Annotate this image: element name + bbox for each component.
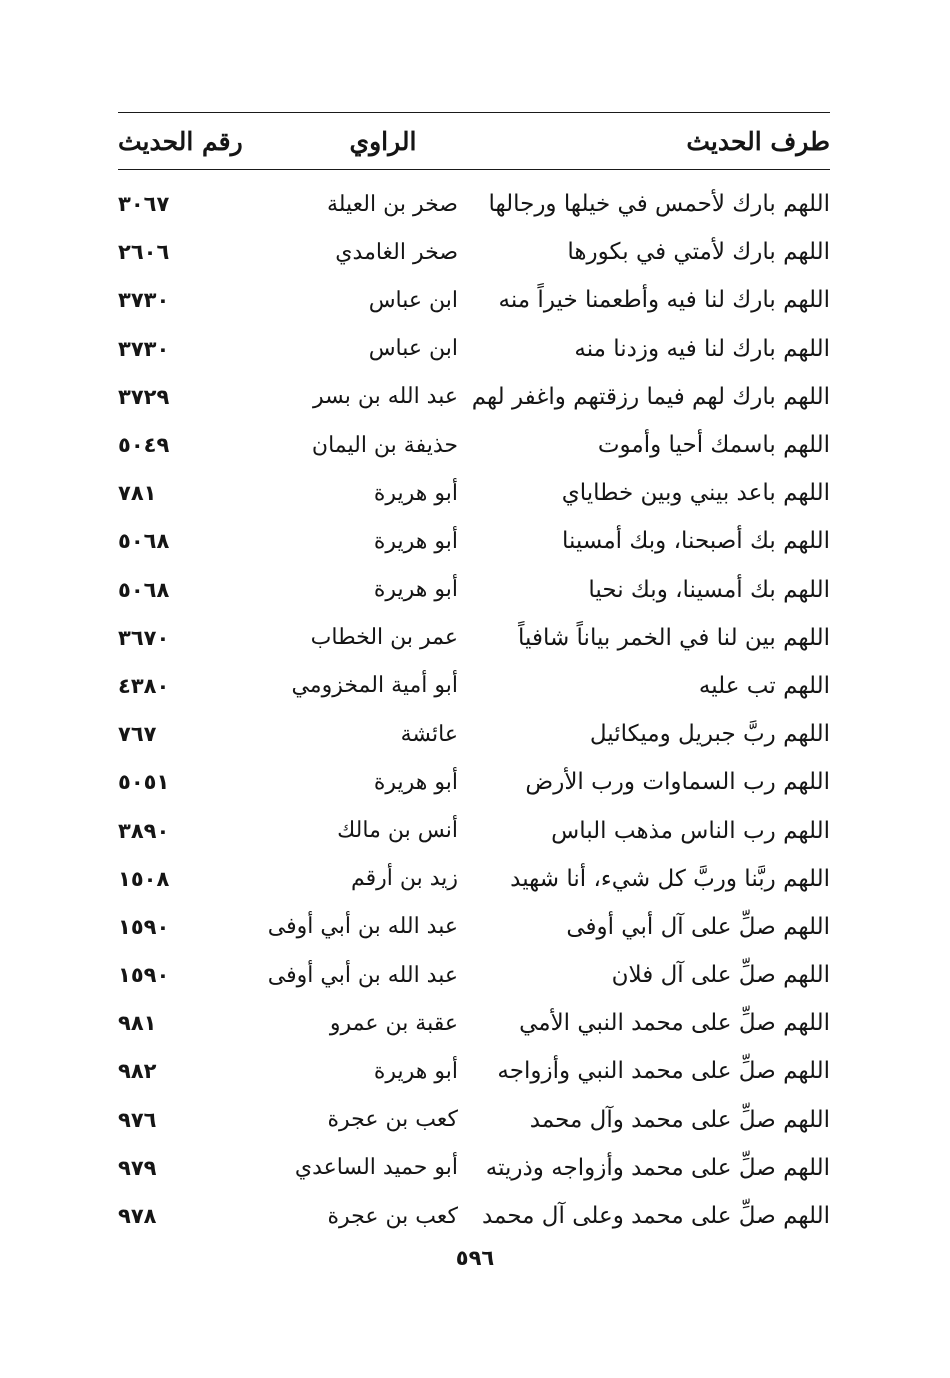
hadith-number: ٩٧٦ [118, 1107, 157, 1132]
hadith-phrase: اللهم صلِّ على آل فلان [611, 962, 830, 989]
hadith-phrase: اللهم ربَّنا وربَّ كل شيء، أنا شهيد [510, 865, 830, 892]
table-row [118, 1144, 830, 1192]
hadith-phrase: اللهم صلِّ على محمد النبي وأزواجه [497, 1058, 830, 1085]
hadith-number: ٥٠٥١ [118, 770, 170, 795]
hadith-phrase: اللهم بارك لنا فيه وزدنا منه [574, 335, 830, 362]
hadith-number: ٤٣٨٠ [118, 673, 170, 698]
table-row [118, 951, 830, 999]
hadith-number: ٧٦٧ [118, 722, 157, 747]
hadith-number: ٩٧٩ [118, 1155, 157, 1180]
hadith-number: ٣٧٢٩ [118, 384, 170, 409]
hadith-number: ٩٨١ [118, 1011, 157, 1036]
hadith-number: ١٥٩٠ [118, 963, 170, 988]
hadith-number: ٥٠٦٨ [118, 529, 170, 554]
hadith-number: ٣٧٣٠ [118, 288, 170, 313]
hadith-number: ٧٨١ [118, 481, 157, 506]
narrator: أبو هريرة [373, 528, 458, 554]
hadith-number: ٩٨٢ [118, 1059, 157, 1084]
table-row [118, 373, 830, 421]
hadith-phrase: اللهم باسمك أحيا وأموت [597, 432, 830, 459]
hadith-phrase: اللهم رب السماوات ورب الأرض [525, 769, 830, 796]
hadith-number: ٣٦٧٠ [118, 625, 170, 650]
narrator: زيد بن أرقم [350, 866, 458, 892]
narrator: أبو هريرة [373, 769, 458, 795]
hadith-phrase: اللهم ربَّ جبريل وميكائيل [589, 721, 830, 748]
hadith-phrase: اللهم بك أمسينا، وبك نحيا [588, 576, 830, 603]
table-row [118, 276, 830, 324]
hadith-number: ١٥٠٨ [118, 866, 170, 891]
table-row [118, 999, 830, 1047]
hadith-phrase: اللهم صلِّ على محمد وآل محمد [529, 1106, 830, 1133]
table-row [118, 228, 830, 276]
hadith-number: ٣٧٣٠ [118, 336, 170, 361]
table-row [118, 1047, 830, 1095]
narrator: أبو هريرة [373, 1058, 458, 1084]
hadith-number: ٥٠٦٨ [118, 577, 170, 602]
table-row [118, 662, 830, 710]
narrator: كعب بن عجرة [327, 1203, 458, 1229]
table-row [118, 517, 830, 565]
table-row [118, 325, 830, 373]
hadith-phrase: اللهم صلِّ على آل أبي أوفى [566, 913, 830, 940]
hadith-number: ٣٨٩٠ [118, 818, 170, 843]
hadith-phrase: اللهم بارك لهم فيما رزقتهم واغفر لهم [471, 383, 830, 410]
hadith-phrase: اللهم بك أصبحنا، وبك أمسينا [561, 528, 830, 555]
table-row [118, 614, 830, 662]
hadith-number: ٥٠٤٩ [118, 433, 170, 458]
hadith-number: ٣٠٦٧ [118, 192, 170, 217]
header-phrase: طرف الحديث [686, 126, 830, 156]
table-row [118, 758, 830, 806]
hadith-phrase: اللهم باعد بيني وبين خطاياي [561, 480, 830, 507]
page-number: ٥٩٦ [455, 1246, 495, 1270]
narrator: عمر بن الخطاب [310, 625, 458, 651]
table-row [118, 421, 830, 469]
hadith-phrase: اللهم رب الناس مذهب الباس [551, 817, 830, 844]
index-page [118, 112, 830, 1240]
header-narrator: الراوي [349, 126, 417, 156]
hadith-phrase: اللهم بارك لأمتي في بكورها [567, 239, 830, 266]
narrator: حذيفة بن اليمان [311, 432, 458, 458]
narrator: عبد الله بن أبي أوفى [267, 914, 458, 940]
narrator: صخر بن العيلة [326, 191, 458, 217]
hadith-phrase: اللهم صلِّ على محمد النبي الأمي [519, 1010, 830, 1037]
narrator: أبو حميد الساعدي [294, 1155, 458, 1181]
table-row [118, 855, 830, 903]
hadith-number: ٢٦٠٦ [118, 240, 170, 265]
hadith-phrase: اللهم بارك لأحمس في خيلها ورجالها [488, 191, 830, 218]
narrator: أبو هريرة [373, 480, 458, 506]
narrator: صخر الغامدي [335, 239, 458, 265]
header-number: رقم الحديث [118, 126, 243, 156]
hadith-phrase: اللهم بين لنا في الخمر بياناً شافياً [518, 624, 830, 651]
narrator: أنس بن مالك [337, 818, 458, 844]
hadith-phrase: اللهم صلِّ على محمد وعلى آل محمد [481, 1203, 830, 1230]
table-row [118, 469, 830, 517]
table-row [118, 1192, 830, 1240]
narrator: أبو هريرة [373, 577, 458, 603]
narrator: عبد الله بن أبي أوفى [267, 962, 458, 988]
narrator: كعب بن عجرة [327, 1107, 458, 1133]
table-row [118, 806, 830, 854]
narrator: ابن عباس [368, 287, 458, 313]
table-row [118, 180, 830, 228]
hadith-phrase: اللهم بارك لنا فيه وأطعمنا خيراً منه [498, 287, 830, 314]
hadith-phrase: اللهم تب عليه [698, 672, 830, 699]
narrator: عقبة بن عمرو [329, 1010, 458, 1036]
table-header [118, 113, 830, 170]
hadith-number: ٩٧٨ [118, 1204, 157, 1229]
index-rows [118, 180, 830, 1240]
hadith-number: ١٥٩٠ [118, 914, 170, 939]
hadith-phrase: اللهم صلِّ على محمد وأزواجه وذريته [485, 1154, 830, 1181]
table-row [118, 710, 830, 758]
narrator: أبو أمية المخزومي [291, 673, 458, 699]
narrator: ابن عباس [368, 336, 458, 362]
table-row [118, 566, 830, 614]
table-row [118, 903, 830, 951]
narrator: عائشة [400, 721, 458, 747]
narrator: عبد الله بن بسر [313, 384, 458, 410]
table-row [118, 1096, 830, 1144]
